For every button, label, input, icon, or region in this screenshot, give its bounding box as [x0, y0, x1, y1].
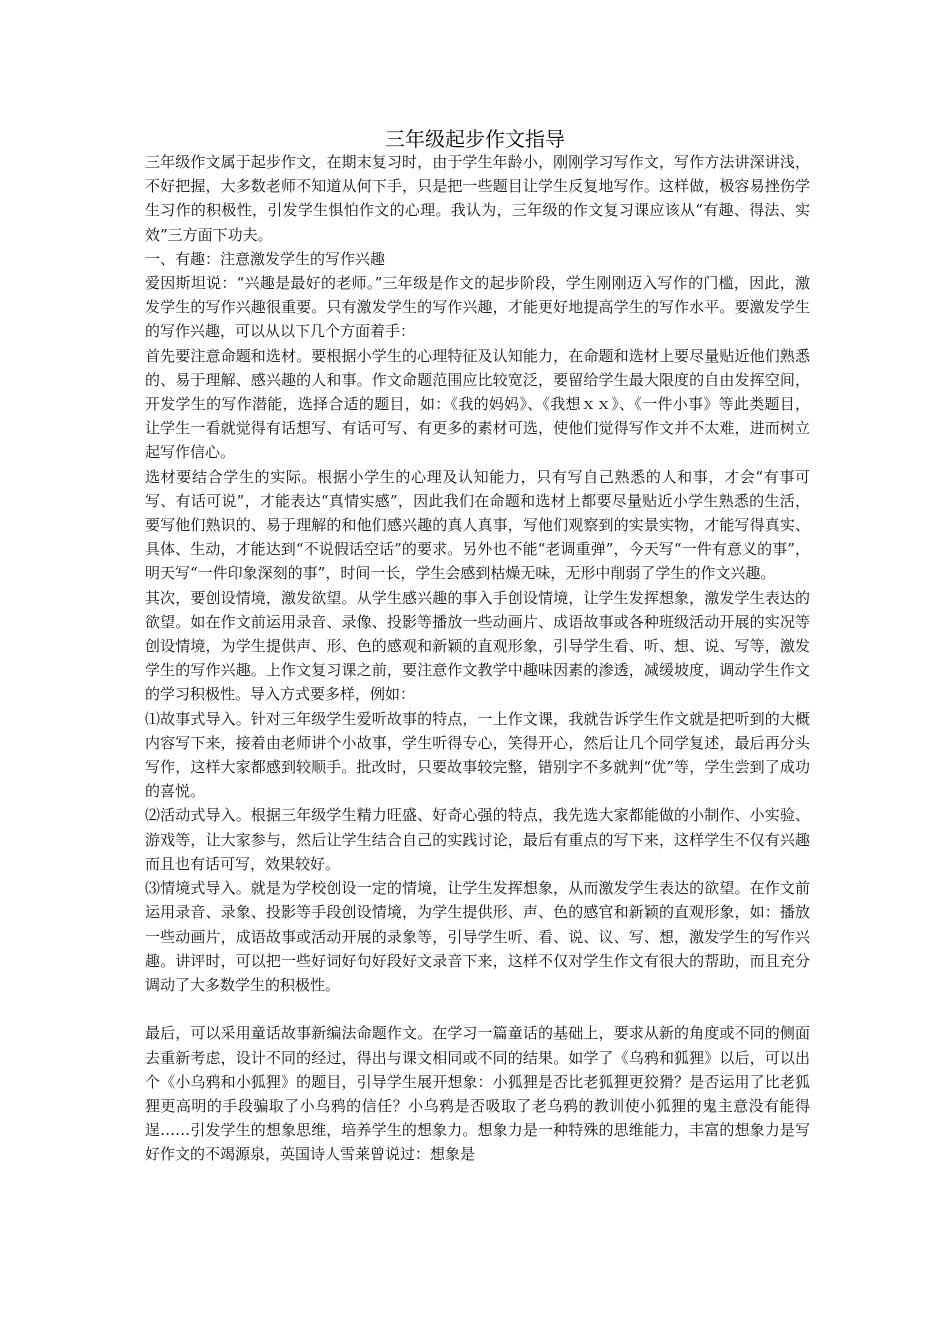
- list-item-situation-intro: ⑶情境式导入。就是为学校创设一定的情境，让学生发挥想象，从而激发学生表达的欲望。在作文前运用录音、录象、投影等手段创设情境，为学生提供形、声、色的感官和新颖的直观形象，如：播放一些动画片，成语故事或活动开展的录象等，引导学生听、看、说、议、写、想，激发学生的写作兴趣。讲评时，可以把一些好词好句好段好文录音下来，这样不仅对学生作文有很大的帮助，而且充分调动了大多数学生的积极性。: [145, 879, 810, 994]
- document-title: 三年级起步作文指导: [385, 127, 565, 151]
- list-item-activity-intro: ⑵活动式导入。根据三年级学生精力旺盛、好奇心强的特点，我先选大家都能做的小制作、小实验、游戏等，让大家参与，然后让学生结合自己的实践讨论，最后有重点的写下来，这样学生不仅有兴趣而且也有话可写，效果较好。: [145, 806, 810, 873]
- section-heading-1: 一、有趣：注意激发学生的写作兴趣: [145, 249, 386, 268]
- list-item-story-intro: ⑴故事式导入。针对三年级学生爱听故事的特点，一上作文课，我就告诉学生作文就是把听到的大概内容写下来，接着由老师讲个小故事，学生听得专心，笑得开心，然后让几个同学复述，最后再分头写作，这样大家都感到较顺手。批改时，只要故事较完整，错别字不多就判“优”等，学生尝到了成功的喜悦。: [145, 709, 810, 801]
- blank-line: [145, 997, 810, 1021]
- paragraph-fairy-tale: 最后，可以采用童话故事新编法命题作文。在学习一篇童话的基础上，要求从新的角度或不同的侧面去重新考虑，设计不同的经过，得出与课文相同或不同的结果。如学了《乌鸦和狐狸》以后，可以出个《小乌鸦和小狐狸》的题目，引导学生展开想象：小狐狸是否比老狐狸更狡猾？是否运用了比老狐狸更高明的手段骗取了小乌鸦的信任？小乌鸦是否吸取了老乌鸦的教训使小狐狸的鬼主意没有能得逞……引发学生的想象思维，培养学生的想象力。想象力是一种特殊的思维能力，丰富的想象力是写好作文的不竭源泉，英国诗人雪莱曾说过：想象是: [145, 1024, 810, 1164]
- paragraph-intro: 三年级作文属于起步作文，在期末复习时，由于学生年龄小，刚刚学习写作文，写作方法讲深讲浅，不好把握，大多数老师不知道从何下手，只是把一些题目让学生反复地写作。这样做，极容易挫伤学生习作的积极性，引发学生惧怕作文的心理。我认为，三年级的作文复习课应该从“有趣、得法、实效”三方面下功夫。: [145, 153, 810, 244]
- paragraph-topic-selection: 首先要注意命题和选材。要根据小学生的心理特征及认知能力，在命题和选材上要尽量贴近他们熟悉的、易于理解、感兴趣的人和事。作文命题范围应比较宽泛，要留给学生最大限度的自由发挥空间，开发学生的写作潜能，选择合适的题目，如：《我的妈妈》、《我想ｘｘ》、《一件小事》等此类题目，让学生一看就觉得有话想写、有话可写、有更多的素材可选，使他们觉得写作文并不太难，进而树立起写作信心。: [145, 346, 810, 462]
- paragraph-create-situation: 其次，要创设情境，激发欲望。从学生感兴趣的事入手创设情境，让学生发挥想象，激发学生表达的欲望。如在作文前运用录音、录像、投影等播放一些动画片、成语故事或各种班级活动开展的实况等创设情境，为学生提供声、形、色的感观和新颖的直观形象，引导学生看、听、想、说、写等，激发学生的写作兴趣。上作文复习课之前，要注意作文教学中趣味因素的渗透，减缓坡度，调动学生作文的学习积极性。导入方式要多样，例如：: [145, 588, 810, 704]
- document-body: [145, 150, 810, 1167]
- paragraph-einstein: 爱因斯坦说：“兴趣是最好的老师。”三年级是作文的起步阶段，学生刚刚迈入写作的门槛，因此，激发学生的写作兴趣很重要。只有激发学生的写作兴趣，才能更好地提高学生的写作水平。要激发学生的写作兴趣，可以从以下几个方面着手：: [145, 274, 810, 341]
- paragraph-material-selection: 选材要结合学生的实际。根据小学生的心理及认知能力，只有写自己熟悉的人和事，才会“有事可写、有话可说”，才能表达“真情实感”，因此我们在命题和选材上都要尽量贴近小学生熟悉的生活，要写他们熟识的、易于理解的和他们感兴趣的真人真事，写他们观察到的实景实物，才能写得真实、具体、生动，才能达到“不说假话空话”的要求。另外也不能“老调重弹”，今天写“一件有意义的事”，明天写“一件印象深刻的事”，时间一长，学生会感到枯燥无味，无形中削弱了学生的作文兴趣。: [145, 467, 810, 583]
